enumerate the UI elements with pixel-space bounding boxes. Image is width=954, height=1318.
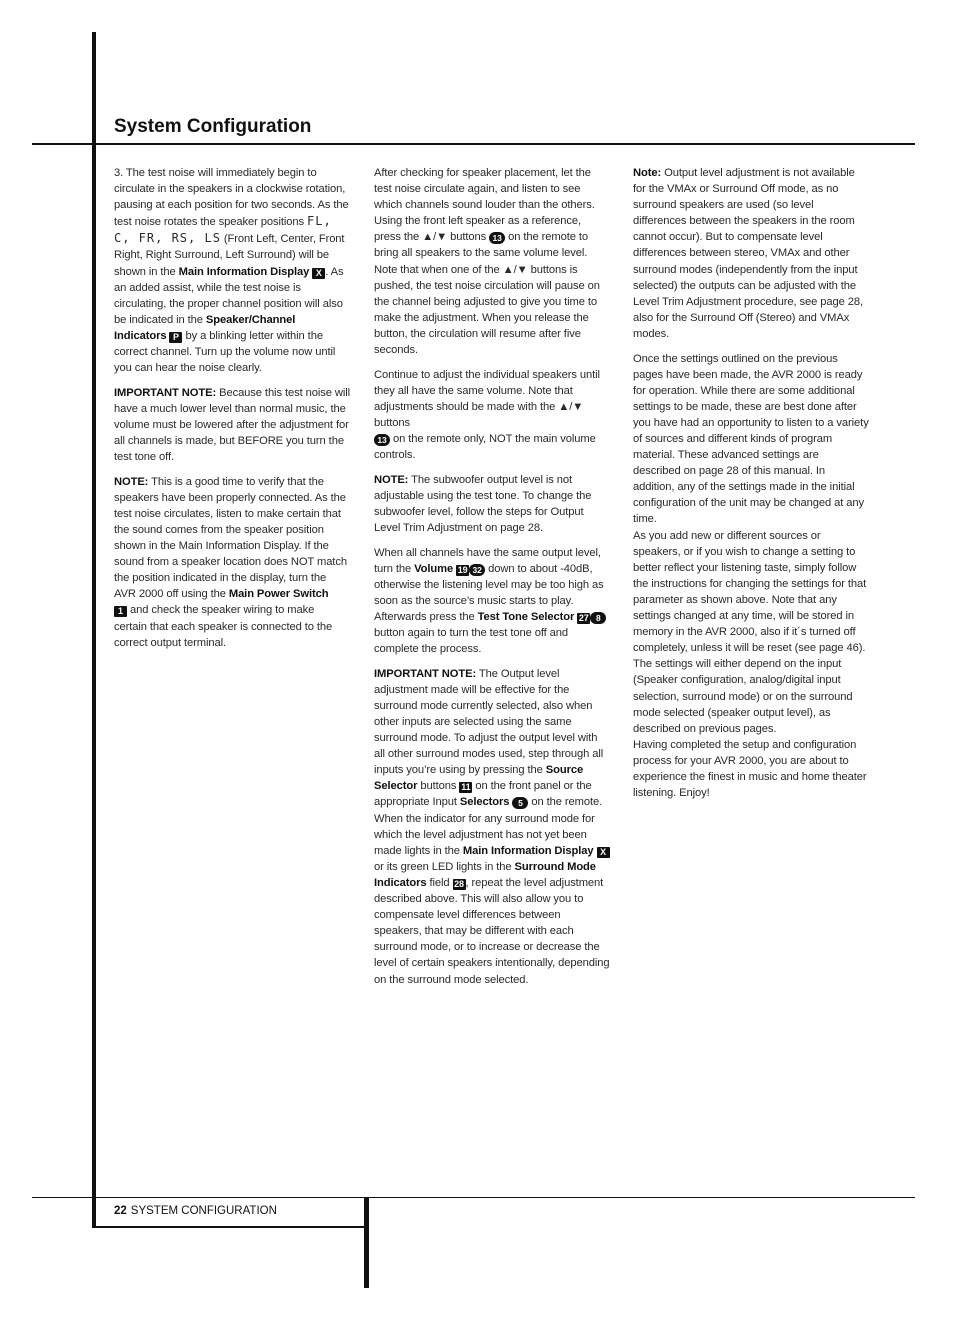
paragraph-test-noise: 3. The test noise will immediately begin to circulate in the speakers in a clockwise rotation, pausing at each position for two seconds. As the test noise rotates the speaker positions FL, C, FR, RS, LS (Front Left, Center, Front Right, Right Surround, Left Surround) will be shown in the Main Information Display X . As an added assist, while the test noise is circulating, the proper channel position will also be indicated in the Speaker/Channel Indicators P by a blinking letter within the correct channel. Turn up the volume now until you can hear the noise clearly. xyxy=(114,167,349,375)
callout-key: 11 xyxy=(461,782,471,793)
up-down-arrow-icon: ▲/▼ xyxy=(422,231,448,244)
callout-circle: 8 xyxy=(590,612,606,624)
callout-circle: 13 xyxy=(374,434,390,446)
callout-key: X xyxy=(312,268,325,279)
page-number: 22 xyxy=(114,1205,127,1217)
callout-key: 28 xyxy=(454,878,464,889)
callout-circle: 5 xyxy=(512,797,528,809)
callout-key: X xyxy=(597,847,610,858)
callout-key: P xyxy=(169,332,182,343)
callout-circle: 13 xyxy=(489,232,505,244)
paragraph-settings-summary: Once the settings outlined on the previous pages have been made, the AVR 2000 is ready for operation. While there are some additional settings to be made, these are best done after you have had an opportunity to listen to a variety of sources and different kinds of program material. These advanced settings are described on page 28 of this manual. In addition, any of the settings made in the initial configuration of the unit may be changed at any time. As you add new or different sources or speakers, or if you wish to change a setting to better reflect your listening taste, simply follow the instructions for changing the settings for that parameter as shown above. Note that any settings changed at any time, will be stored in memory in the AVR 2000, also if it´s turned off completely, unless it will be reset (see page 46). The settings will either depend on the input (Speaker configuration, analog/digital input selection, surround mode) or on the surround mode selected (speaker output level), as described on previous pages. Having completed the setup and configuration process for your AVR 2000, you are about to experience the finest in music and home theater listening. Enjoy! xyxy=(633,352,869,800)
page-footer xyxy=(114,1205,277,1217)
column-3 xyxy=(633,165,869,810)
page-title: System Configuration xyxy=(114,116,312,137)
paragraph-speaker-placement: After checking for speaker placement, let the test noise circulate again, and listen to see which channels sound louder than the others. Using the front left speaker as a reference, press the ▲/▼ buttons 13 on the remote to bring all speakers to the same volume level. Note that when one of the ▲/▼ buttons is pushed, the test noise circulation will pause on the channel being adjusted to give you time to make the adjustment. When you release the button, the circulation will resume after five seconds. xyxy=(374,167,600,357)
paragraph-volume-down: When all channels have the same output level, turn the Volume 19 32 down to about -40dB, otherwise the listening level may be too high as soon as the source’s music starts to play. Afterwards press the Test Tone Selector 27 8 button again to turn the test tone off and complete the process. xyxy=(374,545,610,658)
up-down-arrow-icon: ▲/▼ xyxy=(502,263,528,276)
paragraph-subwoofer-note: NOTE: The subwoofer output level is not adjustable using the test tone. To change the subwoofer level, follow the steps for Output Level Trim Adjustment on page 28. xyxy=(374,473,592,534)
left-vertical-rule xyxy=(92,32,96,1228)
header-rule xyxy=(32,143,915,145)
footer-vertical-rule xyxy=(364,1198,369,1288)
paragraph-important-note: IMPORTANT NOTE: Because this test noise will have a much lower level than normal music, the volume must be lowered after the adjustment for all channels is made, but BEFORE you turn the test tone off. xyxy=(114,386,350,464)
callout-circle: 32 xyxy=(469,564,485,576)
speaker-positions-display: FL, C, FR, RS, LS xyxy=(114,214,332,246)
callout-key: 27 xyxy=(578,612,589,623)
footer-section-label: SYSTEM CONFIGURATION xyxy=(130,1205,277,1217)
column-2 xyxy=(374,165,610,996)
footer-underline xyxy=(92,1226,368,1228)
column-1 xyxy=(114,165,350,659)
up-down-arrow-icon: ▲/▼ xyxy=(558,400,584,413)
footer-rule xyxy=(32,1197,915,1198)
callout-key: 19 xyxy=(457,564,468,575)
paragraph-note-wiring: NOTE: This is a good time to verify that the speakers have been properly connected. As the test noise circulates, listen to make certain that the sound comes from the speaker position shown in the Main Information Display. If the sound from a speaker location does NOT match the position indicated in the display, turn the AVR 2000 off using the Main Power Switch 1 and check the speaker wiring to make certain that each speaker is connected to the correct output terminal. xyxy=(114,475,347,649)
paragraph-vmax-note: Note: Output level adjustment is not available for the VMAx or Surround Off mode, as no surround speakers are used (so level differences between the speakers in the room cannot occur). But to compensate level differences between stereo, VMAx and other surround modes (independently from the input selected) the outputs can be adjusted with the Level Trim Adjustment procedure, see page 28, also for the Surround Off (Stereo) and VMAx modes. xyxy=(633,167,863,340)
paragraph-adjust-speakers: Continue to adjust the individual speakers until they all have the same volume. Note that adjustments should be made with the ▲/▼ buttons 13 on the remote only, NOT the main volume controls. xyxy=(374,368,600,462)
callout-key: 1 xyxy=(114,606,127,617)
paragraph-important-note-output: IMPORTANT NOTE: The Output level adjustment made will be effective for the surround mode currently selected, also when other inputs are selected using the same surround mode. To adjust the output level with all other surround modes used, step through all inputs you’re using by pressing the Source Selector buttons 11 on the front panel or the appropriate Input Selectors 5 on the remote. When the indicator for any surround mode for which the level adjustment has not yet been made lights in the Main Information Display X or its green LED lights in the Surround Mode Indicators field 28 , repeat the level adjustment described above. This will also allow you to compensate level differences between speakers, that may be different with each surround mode, or to increase or decrease the level of certain speakers intentionally, depending on the surround mode selected. xyxy=(374,667,610,986)
